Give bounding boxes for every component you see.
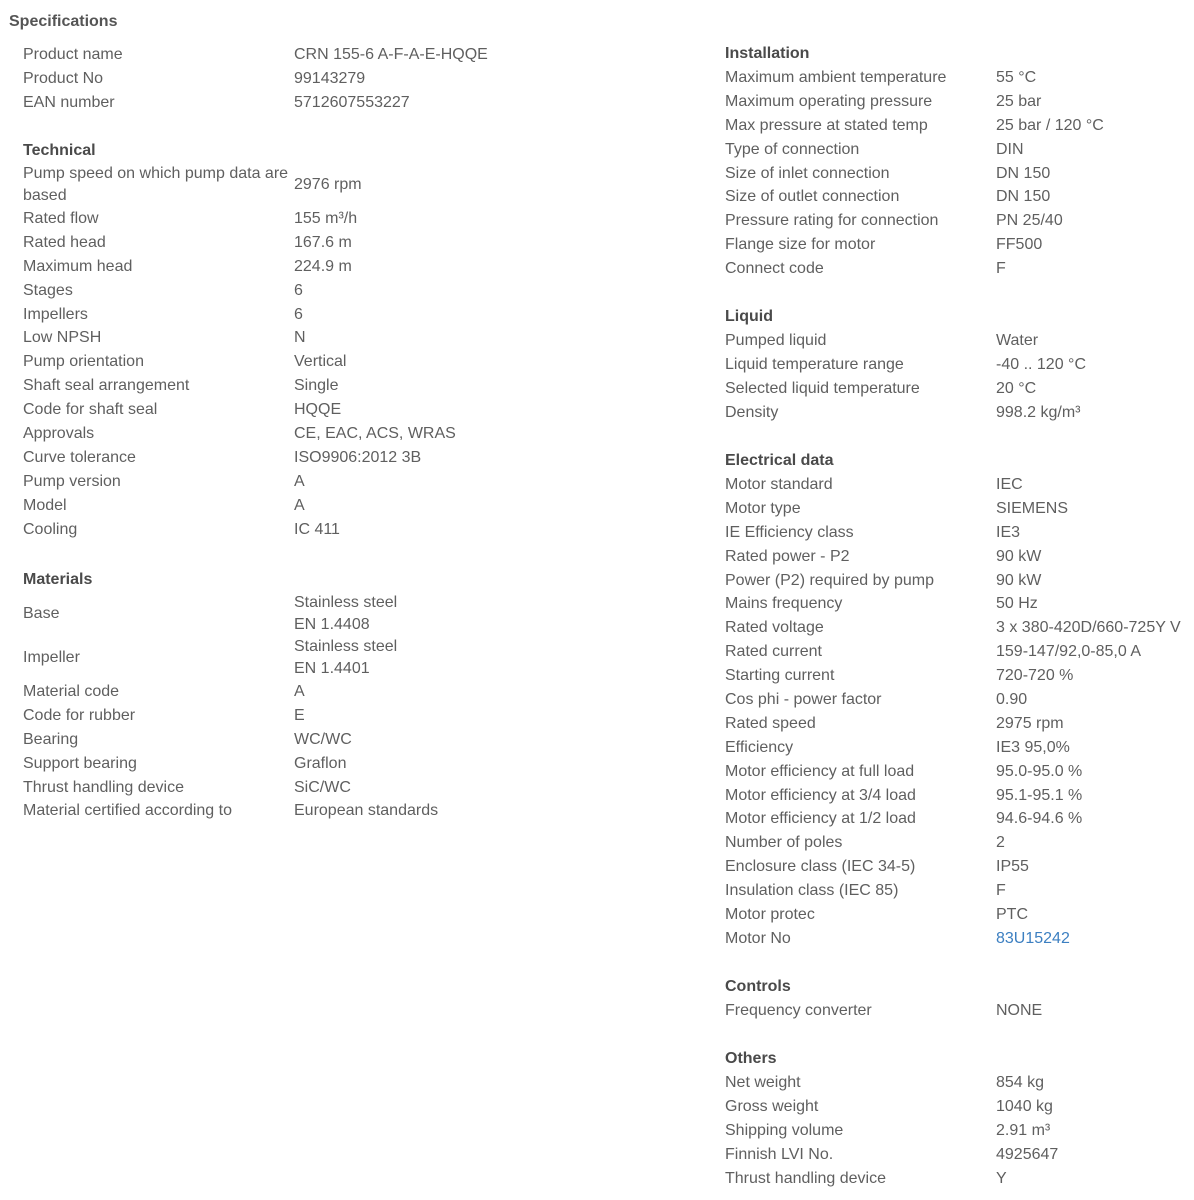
- spec-value: [996, 713, 1194, 735]
- spec-value-line: 155 m³/h: [294, 209, 358, 227]
- spec-value-line: N: [294, 329, 306, 347]
- spec-value: [996, 832, 1194, 854]
- spec-row-thrust-handling-device: [23, 776, 623, 800]
- spec-row-ie-efficiency-class: [725, 521, 1194, 545]
- spec-label: Selected liquid temperature: [725, 379, 920, 397]
- spec-label: Size of outlet connection: [725, 188, 900, 206]
- spec-label: Connect code: [725, 260, 824, 278]
- spec-value-line: Stainless steel: [294, 594, 398, 611]
- general-section: [23, 43, 623, 115]
- spec-row-size-of-outlet-connection: [725, 185, 1194, 209]
- spec-value-line: 1040 kg: [996, 1097, 1053, 1115]
- spec-label: Pump orientation: [23, 353, 144, 371]
- spec-value: [996, 186, 1194, 208]
- spec-value: [996, 139, 1194, 161]
- spec-value: [294, 174, 623, 196]
- spec-label: Code for shaft seal: [23, 401, 158, 419]
- spec-row-frequency-converter: [725, 999, 1194, 1023]
- spec-label: Model: [23, 496, 67, 514]
- spec-value-line: 99143279: [294, 69, 366, 87]
- spec-row-density: [725, 401, 1194, 425]
- spec-label: Support bearing: [23, 754, 137, 772]
- spec-value: [996, 163, 1194, 185]
- spec-label: Rated speed: [725, 714, 816, 732]
- spec-row-max-pressure-at-stated-temp: [725, 114, 1194, 138]
- spec-row-enclosure-class-iec-34-5: [725, 855, 1194, 879]
- spec-value: [294, 800, 623, 822]
- spec-row-rated-voltage: [725, 616, 1194, 640]
- spec-value: [996, 785, 1194, 807]
- spec-label: Efficiency: [725, 738, 794, 756]
- spec-label: Code for rubber: [23, 706, 136, 724]
- section-title: Liquid: [725, 308, 773, 325]
- technical-section: [23, 139, 623, 541]
- spec-label: Material certified according to: [23, 802, 232, 820]
- others-section: [725, 1047, 1194, 1190]
- spec-row-connect-code: [725, 257, 1194, 281]
- spec-value: [996, 1120, 1194, 1142]
- spec-label: Impeller: [23, 649, 80, 666]
- spec-value-line: 998.2 kg/m³: [996, 403, 1081, 421]
- spec-value-line: 6: [294, 281, 303, 299]
- spec-row-rated-current: [725, 640, 1194, 664]
- spec-value: [294, 681, 623, 703]
- spec-label: Approvals: [23, 424, 95, 442]
- spec-label: Stages: [23, 281, 73, 299]
- spec-row-motor-type: [725, 497, 1194, 521]
- spec-value: [294, 729, 623, 751]
- spec-label: Motor standard: [725, 475, 833, 493]
- spec-value: [294, 351, 623, 373]
- spec-value: [996, 234, 1194, 256]
- spec-value: [996, 689, 1194, 711]
- spec-row-power-p2-required-by-pump: [725, 569, 1194, 593]
- spec-value-line: IE3: [996, 523, 1021, 541]
- spec-label: Rated head: [23, 233, 106, 251]
- spec-row-code-for-rubber: [23, 704, 623, 728]
- spec-value: [294, 304, 623, 326]
- spec-row-type-of-connection: [725, 138, 1194, 162]
- spec-label: Base: [23, 605, 60, 622]
- spec-value-line: EN 1.4401: [294, 660, 370, 677]
- spec-value: [996, 593, 1194, 615]
- spec-value: [294, 92, 623, 114]
- spec-label: Enclosure class (IEC 34-5): [725, 858, 916, 876]
- spec-row-cooling: [23, 518, 623, 542]
- spec-value-line: HQQE: [294, 401, 342, 419]
- spec-value: [294, 495, 623, 517]
- spec-row-impellers: [23, 303, 623, 327]
- spec-label: Shaft seal arrangement: [23, 377, 190, 395]
- spec-label: Gross weight: [725, 1097, 819, 1115]
- spec-label: Motor protec: [725, 905, 815, 923]
- spec-value-line: F: [996, 260, 1006, 278]
- spec-value-line: IC 411: [294, 520, 340, 538]
- spec-row-rated-power-p2: [725, 545, 1194, 569]
- spec-label: Material code: [23, 682, 120, 700]
- spec-row-base: [23, 592, 623, 636]
- spec-label: Max pressure at stated temp: [725, 116, 928, 134]
- spec-value-line: 90 kW: [996, 571, 1042, 589]
- spec-value: [294, 280, 623, 302]
- spec-value: [996, 904, 1194, 926]
- spec-label: Motor No: [725, 929, 791, 947]
- section-title: Controls: [725, 978, 791, 995]
- spec-value: [996, 641, 1194, 663]
- spec-label: Cos phi - power factor: [725, 690, 882, 708]
- motor-no-link[interactable]: 83U15242: [996, 929, 1070, 947]
- spec-label: Impellers: [23, 305, 88, 323]
- spec-label: Power (P2) required by pump: [725, 571, 934, 589]
- spec-value: [294, 68, 623, 90]
- spec-label: Type of connection: [725, 140, 860, 158]
- spec-value-line: 720-720 %: [996, 667, 1074, 685]
- spec-value-line: Graflon: [294, 754, 347, 772]
- page-title: Specifications: [9, 13, 118, 30]
- spec-value-line: ISO9906:2012 3B: [294, 448, 422, 466]
- spec-value: [996, 91, 1194, 113]
- controls-section: [725, 975, 1194, 1023]
- spec-label: Product No: [23, 69, 104, 87]
- spec-value-line: 3 x 380-420D/660-725Y V: [996, 619, 1181, 637]
- installation-section: [725, 42, 1194, 281]
- section-title: Others: [725, 1050, 777, 1067]
- materials-section: [23, 568, 623, 823]
- spec-row-code-for-shaft-seal: [23, 398, 623, 422]
- spec-value-line: 167.6 m: [294, 233, 352, 251]
- spec-value: [996, 546, 1194, 568]
- spec-value-line: DN 150: [996, 188, 1051, 206]
- spec-value: [294, 256, 623, 278]
- spec-value: [294, 208, 623, 230]
- spec-label: Starting current: [725, 667, 835, 685]
- spec-label: EAN number: [23, 93, 115, 111]
- spec-value-line: 159-147/92,0-85,0 A: [996, 643, 1142, 661]
- spec-label: Thrust handling device: [725, 1169, 886, 1187]
- spec-value: [996, 737, 1194, 759]
- spec-value-line: IEC: [996, 475, 1023, 493]
- spec-row-efficiency: [725, 736, 1194, 760]
- spec-row-motor-no: [725, 927, 1194, 951]
- spec-label: Insulation class (IEC 85): [725, 882, 899, 900]
- spec-value: [294, 399, 623, 421]
- spec-row-selected-liquid-temperature: [725, 377, 1194, 401]
- spec-label: Motor efficiency at 3/4 load: [725, 786, 916, 804]
- spec-value-line: CRN 155-6 A-F-A-E-HQQE: [294, 45, 488, 63]
- spec-row-bearing: [23, 728, 623, 752]
- spec-value-line: EN 1.4408: [294, 616, 370, 633]
- spec-label: Pump speed on which pump data are based: [23, 165, 289, 204]
- spec-label: Liquid temperature range: [725, 355, 904, 373]
- spec-value-line: A: [294, 682, 305, 700]
- spec-row-pressure-rating-for-connection: [725, 209, 1194, 233]
- spec-value: [294, 327, 623, 349]
- spec-value: [294, 423, 623, 445]
- spec-value-line: 2976 rpm: [294, 176, 362, 193]
- spec-value: [996, 617, 1194, 639]
- spec-value: [996, 880, 1194, 902]
- spec-value: [294, 753, 623, 775]
- spec-value-line: A: [294, 496, 305, 514]
- spec-row-flange-size-for-motor: [725, 233, 1194, 257]
- spec-row-liquid-temperature-range: [725, 353, 1194, 377]
- spec-row-thrust-handling-device: [725, 1167, 1194, 1191]
- spec-row-pump-version: [23, 470, 623, 494]
- spec-row-pump-orientation: [23, 350, 623, 374]
- spec-label: Maximum ambient temperature: [725, 68, 947, 86]
- spec-label: Density: [725, 403, 779, 421]
- spec-label: Pumped liquid: [725, 331, 827, 349]
- spec-value-line: A: [294, 472, 305, 490]
- spec-value: [294, 777, 623, 799]
- spec-value-line: SIEMENS: [996, 499, 1069, 517]
- spec-row-gross-weight: [725, 1095, 1194, 1119]
- spec-value-line: 2.91 m³: [996, 1121, 1051, 1139]
- spec-label: Product name: [23, 45, 123, 63]
- spec-row-support-bearing: [23, 752, 623, 776]
- section-title: Materials: [23, 571, 93, 588]
- spec-value: [294, 471, 623, 493]
- spec-value: [294, 447, 623, 469]
- spec-label: Maximum operating pressure: [725, 92, 933, 110]
- spec-value-line: PTC: [996, 905, 1028, 923]
- spec-value-line: IP55: [996, 858, 1029, 876]
- spec-row-starting-current: [725, 664, 1194, 688]
- spec-row-mains-frequency: [725, 592, 1194, 616]
- spec-value: [996, 210, 1194, 232]
- spec-value-line: DN 150: [996, 164, 1051, 182]
- spec-value-line: CE, EAC, ACS, WRAS: [294, 424, 456, 442]
- spec-value-line: Y: [996, 1169, 1007, 1187]
- spec-row-rated-speed: [725, 712, 1194, 736]
- spec-value: [996, 665, 1194, 687]
- spec-row-motor-standard: [725, 473, 1194, 497]
- spec-value-line: 25 bar: [996, 92, 1042, 110]
- spec-value-line: 95.0-95.0 %: [996, 762, 1083, 780]
- spec-row-motor-efficiency-at-1-2-load: [725, 807, 1194, 831]
- spec-row-impeller: [23, 636, 623, 680]
- spec-value-line: E: [294, 706, 305, 724]
- spec-label: Thrust handling device: [23, 778, 184, 796]
- spec-row-stages: [23, 279, 623, 303]
- spec-value: [996, 1096, 1194, 1118]
- spec-label: IE Efficiency class: [725, 523, 854, 541]
- spec-label: Motor efficiency at full load: [725, 762, 915, 780]
- spec-label: Pressure rating for connection: [725, 212, 939, 230]
- spec-value-line: 20 °C: [996, 379, 1037, 397]
- spec-value-line: Water: [996, 331, 1039, 349]
- spec-row-motor-protec: [725, 903, 1194, 927]
- spec-label: Mains frequency: [725, 595, 843, 613]
- spec-row-size-of-inlet-connection: [725, 162, 1194, 186]
- spec-row-rated-head: [23, 231, 623, 255]
- spec-label: Rated power - P2: [725, 547, 850, 565]
- spec-value: [294, 375, 623, 397]
- spec-value-line: SiC/WC: [294, 778, 351, 796]
- spec-label: Frequency converter: [725, 1001, 872, 1019]
- spec-label: Curve tolerance: [23, 448, 136, 466]
- spec-label: Finnish LVI No.: [725, 1145, 834, 1163]
- spec-label: Rated current: [725, 643, 822, 661]
- spec-value-line: 55 °C: [996, 68, 1037, 86]
- spec-value-line: Vertical: [294, 353, 347, 371]
- spec-row-product-no: [23, 67, 623, 91]
- spec-value-line: 94.6-94.6 %: [996, 810, 1083, 828]
- spec-value: [996, 1072, 1194, 1094]
- spec-value-line: 25 bar / 120 °C: [996, 116, 1104, 134]
- spec-value-line: F: [996, 882, 1006, 900]
- spec-row-low-npsh: [23, 326, 623, 350]
- spec-value: [294, 44, 623, 66]
- spec-value: [294, 592, 623, 636]
- spec-row-product-name: [23, 43, 623, 67]
- spec-row-net-weight: [725, 1071, 1194, 1095]
- spec-value-line: FF500: [996, 236, 1043, 254]
- spec-value: [996, 330, 1194, 352]
- spec-value: [996, 928, 1194, 950]
- spec-value-line: 2: [996, 834, 1005, 852]
- spec-value-line: 90 kW: [996, 547, 1042, 565]
- spec-value-line: -40 .. 120 °C: [996, 355, 1086, 373]
- spec-label: Motor efficiency at 1/2 load: [725, 810, 916, 828]
- spec-label: Motor type: [725, 499, 801, 517]
- spec-label: Cooling: [23, 520, 78, 538]
- spec-value: [996, 474, 1194, 496]
- spec-row-number-of-poles: [725, 831, 1194, 855]
- spec-value-line: European standards: [294, 802, 439, 820]
- spec-row-insulation-class-iec-85: [725, 879, 1194, 903]
- spec-row-motor-efficiency-at-full-load: [725, 760, 1194, 784]
- spec-value: [996, 402, 1194, 424]
- spec-value: [294, 636, 623, 680]
- spec-label: Rated flow: [23, 209, 99, 227]
- spec-label: Bearing: [23, 730, 79, 748]
- electrical-section: [725, 449, 1194, 951]
- spec-row-approvals: [23, 422, 623, 446]
- spec-row-shipping-volume: [725, 1119, 1194, 1143]
- spec-value-line: 5712607553227: [294, 93, 410, 111]
- spec-label: Low NPSH: [23, 329, 102, 347]
- spec-value-line: NONE: [996, 1001, 1043, 1019]
- spec-label: Number of poles: [725, 834, 843, 852]
- spec-value-line: 6: [294, 305, 303, 323]
- spec-value-line: 224.9 m: [294, 257, 352, 275]
- spec-row-shaft-seal-arrangement: [23, 374, 623, 398]
- spec-value: [996, 1168, 1194, 1190]
- spec-row-maximum-operating-pressure: [725, 90, 1194, 114]
- liquid-section: [725, 305, 1194, 425]
- spec-value-line: 4925647: [996, 1145, 1059, 1163]
- spec-label: Maximum head: [23, 257, 133, 275]
- spec-value-line: 2975 rpm: [996, 714, 1064, 732]
- spec-value-line: PN 25/40: [996, 212, 1063, 230]
- spec-row-finnish-lvi-no: [725, 1143, 1194, 1167]
- spec-row-material-certified-according-to: [23, 799, 623, 823]
- spec-label: Size of inlet connection: [725, 164, 890, 182]
- spec-value-line: 854 kg: [996, 1073, 1045, 1091]
- spec-value: [996, 856, 1194, 878]
- spec-value: [996, 354, 1194, 376]
- section-title: Electrical data: [725, 452, 834, 469]
- spec-value: [996, 570, 1194, 592]
- spec-value: [996, 67, 1194, 89]
- spec-row-model: [23, 494, 623, 518]
- spec-value: [996, 808, 1194, 830]
- spec-label: Shipping volume: [725, 1121, 844, 1139]
- spec-value: [996, 522, 1194, 544]
- spec-value: [996, 258, 1194, 280]
- section-title: Installation: [725, 45, 810, 62]
- spec-value-line: Stainless steel: [294, 638, 398, 655]
- spec-label: Pump version: [23, 472, 121, 490]
- spec-value: [294, 705, 623, 727]
- spec-value-line: 0.90: [996, 690, 1028, 708]
- spec-value-line: 50 Hz: [996, 595, 1038, 613]
- spec-row-cos-phi-power-factor: [725, 688, 1194, 712]
- spec-row-ean-number: [23, 91, 623, 115]
- spec-value-line: 95.1-95.1 %: [996, 786, 1083, 804]
- section-title: Technical: [23, 142, 96, 159]
- spec-row-motor-efficiency-at-3-4-load: [725, 784, 1194, 808]
- spec-row-maximum-ambient-temperature: [725, 66, 1194, 90]
- spec-row-pump-speed-on-which-pump-data-are-based: [23, 163, 623, 207]
- spec-value: [996, 378, 1194, 400]
- spec-label: Rated voltage: [725, 619, 824, 637]
- spec-value: [294, 519, 623, 541]
- spec-value: [996, 761, 1194, 783]
- spec-value: [996, 115, 1194, 137]
- spec-row-curve-tolerance: [23, 446, 623, 470]
- spec-row-pumped-liquid: [725, 329, 1194, 353]
- spec-value-line: WC/WC: [294, 730, 352, 748]
- spec-row-rated-flow: [23, 207, 623, 231]
- spec-value: [294, 232, 623, 254]
- spec-value-line: Single: [294, 377, 339, 395]
- spec-value-line: DIN: [996, 140, 1024, 158]
- spec-value: [996, 498, 1194, 520]
- spec-value: [996, 1144, 1194, 1166]
- spec-row-material-code: [23, 680, 623, 704]
- spec-value: [996, 1000, 1194, 1022]
- spec-label: Flange size for motor: [725, 236, 876, 254]
- spec-value-line: IE3 95,0%: [996, 738, 1070, 756]
- spec-row-maximum-head: [23, 255, 623, 279]
- spec-label: Net weight: [725, 1073, 801, 1091]
